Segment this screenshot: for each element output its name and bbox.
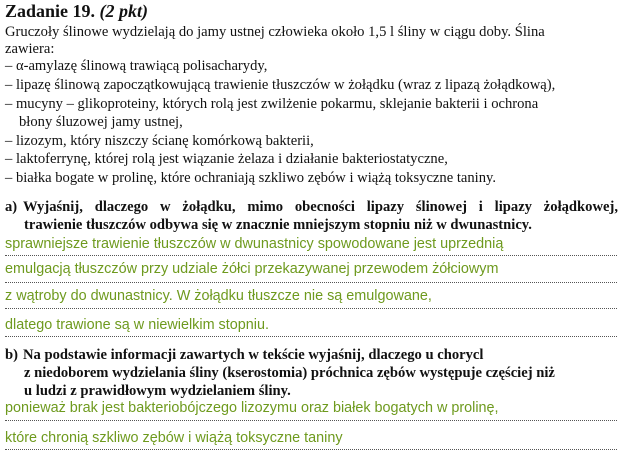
question-b-line-2: z niedoborem wydzielania śliny (kserostomia) próchnica zębów występuje częściej niż (24, 365, 555, 381)
task-title (5, 1, 148, 22)
answer-a-line-1: sprawniejsze trawienie tłuszczów w dwunastnicy spowodowane jest uprzednią (5, 236, 504, 252)
answer-b-line-2: które chronią szkliwo zębów i wiążą toksyczne taniny (5, 430, 343, 446)
bullet-proline-proteins: – białka bogate w prolinę, które ochraniają szkliwo zębów i wiążą toksyczne taniny. (5, 170, 497, 186)
answer-line-divider (5, 336, 617, 337)
answer-b-line-1: ponieważ brak jest bakteriobójczego lizozymu oraz białek bogatych w prolinę, (5, 400, 499, 416)
bullet-amylase: – α-amylazę ślinową trawiącą polisacharydy, (5, 58, 268, 74)
question-b-line-3: u ludzi z prawidłowym wydzielaniem śliny. (24, 383, 291, 399)
bullet-mucins: – mucyny – glikoproteiny, których rolą jest zwilżenie pokarmu, sklejanie bakterii i ochrona (5, 96, 539, 112)
question-b-line-1: Na podstawie informacji zawartych w tekście wyjaśnij, dlaczego u chorycl (23, 347, 484, 363)
answer-line-divider (5, 420, 617, 421)
question-a-line-2: trawienie tłuszczów odbywa się w znacznie mniejszym stopniu niż w dwunastnicy. (24, 217, 532, 233)
bullet-mucins-cont: błony śluzowej jamy ustnej, (19, 114, 183, 130)
task-points: (2 pkt) (99, 1, 149, 21)
question-a-line-1: Wyjaśnij, dlaczego w żołądku, mimo obecności lipazy ślinowej i lipazy żołądkowej, (23, 199, 618, 215)
answer-line-divider (5, 449, 617, 450)
bullet-lipase: – lipazę ślinową zapoczątkowującą trawienie tłuszczów w żołądku (wraz z lipazą żołądkową), (5, 77, 556, 93)
answer-a-line-4: dlatego trawione są w niewielkim stopniu. (5, 317, 269, 333)
answer-line-divider (5, 255, 617, 256)
intro-line-1: Gruczoły ślinowe wydzielają do jamy ustnej człowieka około 1,5 l śliny w ciągu doby. Ślina (5, 24, 545, 40)
intro-line-2: zawiera: (5, 41, 55, 57)
answer-line-divider (5, 282, 617, 283)
bullet-lactoferrin: – laktoferrynę, której rolą jest wiązanie żelaza i działanie bakteriostatyczne, (5, 151, 448, 167)
question-a-label: a) (5, 199, 18, 215)
answer-a-line-3: z wątroby do dwunastnicy. W żołądku tłuszcze nie są emulgowane, (5, 288, 432, 304)
answer-line-divider (5, 308, 617, 309)
answer-a-line-2: emulgacją tłuszczów przy udziale żółci przekazywanej przewodem żółciowym (5, 261, 499, 277)
question-b-label: b) (5, 347, 18, 363)
bullet-lysozyme: – lizozym, który niszczy ścianę komórkową bakterii, (5, 133, 314, 149)
task-number: Zadanie 19. (5, 1, 96, 21)
